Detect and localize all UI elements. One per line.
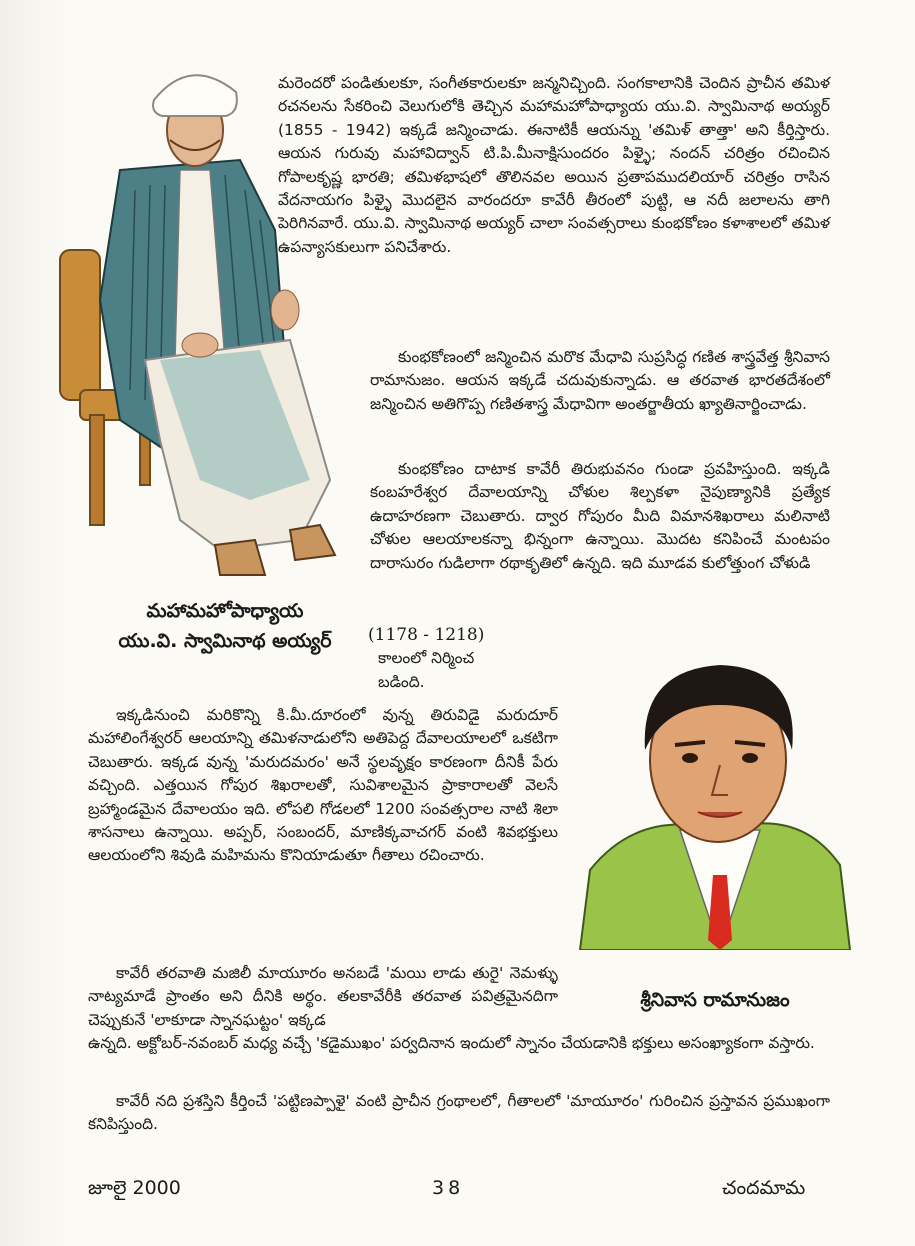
footer-magazine-name: చందమామ [722, 1177, 806, 1199]
footer-date: జూలై 2000 [88, 1177, 181, 1199]
paragraph-3-end-line-2: బడింది. [378, 672, 425, 691]
paragraph-6 [88, 1090, 830, 1137]
paragraph-5-continuation [88, 1032, 830, 1055]
ramanujan-caption [585, 985, 845, 1015]
swaminatha-caption-line-2: యు.వి. స్వామినాథ అయ్యర్ [118, 630, 332, 652]
paragraph-3-continuation [368, 624, 538, 694]
paragraph-2 [370, 346, 830, 416]
swaminatha-caption-line-1: మహామహోపాధ్యాయ [146, 600, 304, 622]
paragraph-3 [370, 458, 830, 575]
paragraph-4 [88, 704, 558, 868]
swaminatha-caption [85, 596, 365, 656]
paragraph-1-text: మరెందరో పండితులకూ, సంగీతకారులకూ జన్మనిచ్చింది. సంగకాలానికి చెందిన ప్రాచీన తమిళ రచనలను సేకరించి వెలుగులోకి తెచ్చిన మహామహోపాధ్యాయ యు.వి. స్వామినాథ అయ్యర్ (1855 - 1942) ఇక్కడే జన్మించాడు. ఈనాటికీ ఆయన్ను 'తమిళ్ తాత్తా' అని కీర్తిస్తారు. ఆయన గురువు మహావిద్వాన్ టి.పి.మీనాక్షిసుందరం పిళ్ళై; నందన్ చరిత్రం రచించిన గోపాలకృష్ణ భారతి; తమిళభాషలో తొలినవల అయిన ప్రతాపముదలియార్ చరిత్రం రాసిన వేదనాయగం పిళ్ళై మొదలైన వారందరూ కావేరీ తీరంలో పుట్టి, ఆ నదీ జలాలను తాగి పెరిగినవారే. యు.వి. స్వామినాథ అయ్యర్ చాలా సంవత్సరాలు కుంభకోణం కళాశాలలో తమిళ ఉపన్యాసకులుగా పనిచేశారు. [278, 74, 830, 256]
paragraph-5-text-b: ఉన్నది. అక్టోబర్-నవంబర్ మధ్య వచ్చే 'కడైముఖం' పర్వదినాన ఇందులో స్నానం చేయడానికి భక్తులు అసంఖ్యాకంగా వస్తారు. [88, 1034, 815, 1052]
paragraph-3-end-line-1: కాలంలో నిర్మించ [378, 649, 475, 668]
footer-page-number: 38 [432, 1177, 465, 1199]
paragraph-3-text: కుంభకోణం దాటాక కావేరీ తిరుభువనం గుండా ప్రవహిస్తుంది. ఇక్కడి కంబహరేశ్వర దేవాలయాన్ని చోళుల శిల్పకళా నైపుణ్యానికి ప్రత్యేక ఉదాహరణగా చెబుతారు. ద్వార గోపురం మీది విమానశిఖరాలు మలినాటి చోళుల ఆలయాలకన్నా భిన్నంగా ఉన్నాయి. మొదట కనిపించే మంటపం దారాసురం గుడిలాగా రథాకృతిలో ఉన్నది. ఇది మూడవ కులోత్తుంగ చోళుడి [370, 460, 830, 572]
paragraph-2-text: కుంభకోణంలో జన్మించిన మరొక మేధావి సుప్రసిద్ధ గణిత శాస్త్రవేత్త శ్రీనివాస రామానుజం. ఆయన ఇక్కడే చదువుకున్నాడు. ఆ తరవాత భారతదేశంలో జన్మించిన అతిగొప్ప గణితశాస్త్ర మేధావిగా అంతర్జాతీయ ఖ్యాతినార్జించాడు. [370, 348, 830, 413]
paragraph-1 [278, 72, 830, 259]
paragraph-5 [88, 962, 558, 1032]
paragraph-6-text: కావేరీ నది ప్రశస్తిని కీర్తించే 'పట్టిణప్పాళై' వంటి ప్రాచీన గ్రంథాలలో, గీతాలలో 'మాయూరం' గురించిన ప్రస్తావన ప్రముఖంగా కనిపిస్తుంది. [88, 1092, 830, 1134]
paragraph-4-text: ఇక్కడినుంచి మరికొన్ని కి.మీ.దూరంలో వున్న తిరువిడై మరుదూర్ మహాలింగేశ్వరర్ ఆలయాన్ని తమిళనాడులోని అతిపెద్ద దేవాలయాలలో ఒకటిగా చెబుతారు. ఇక్కడ వున్న 'మరుదమరం' అనే స్థలవృక్షం కారణంగా దీనికీ పేరు వచ్చింది. ఎత్తయిన గోపుర శిఖరాలతో, సువిశాలమైన ప్రాకారాలతో వెలసే బ్రహ్మాండమైన దేవాలయం ఇది. లోపలి గోడలలో 1200 సంవత్సరాల నాటి శిలా శాసనాలు ఉన్నాయి. అప్పర్, సంబందర్, మాణిక్కవాచగర్ వంటి శివభక్తులు ఆలయంలోని శివుడి మహిమను కొనియాడుతూ గీతాలు రచించారు. [88, 706, 558, 865]
paragraph-5-text-a: కావేరీ తరవాతి మజిలీ మాయూరం అనబడే 'మయి లాడు తురై' నెమళ్ళు నాట్యమాడే ప్రాంతం అని దీనికి అర్థం. తలకావేరీకి తరవాత పవిత్రమైనదిగా చెప్పుకునే 'లాకూడా స్నానఘట్టం' ఇక్కడ [88, 964, 558, 1029]
paragraph-3-years: (1178 - 1218) [368, 625, 485, 645]
ramanujan-illustration [570, 650, 860, 950]
ramanujan-caption-text: శ్రీనివాస రామానుజం [640, 989, 790, 1011]
